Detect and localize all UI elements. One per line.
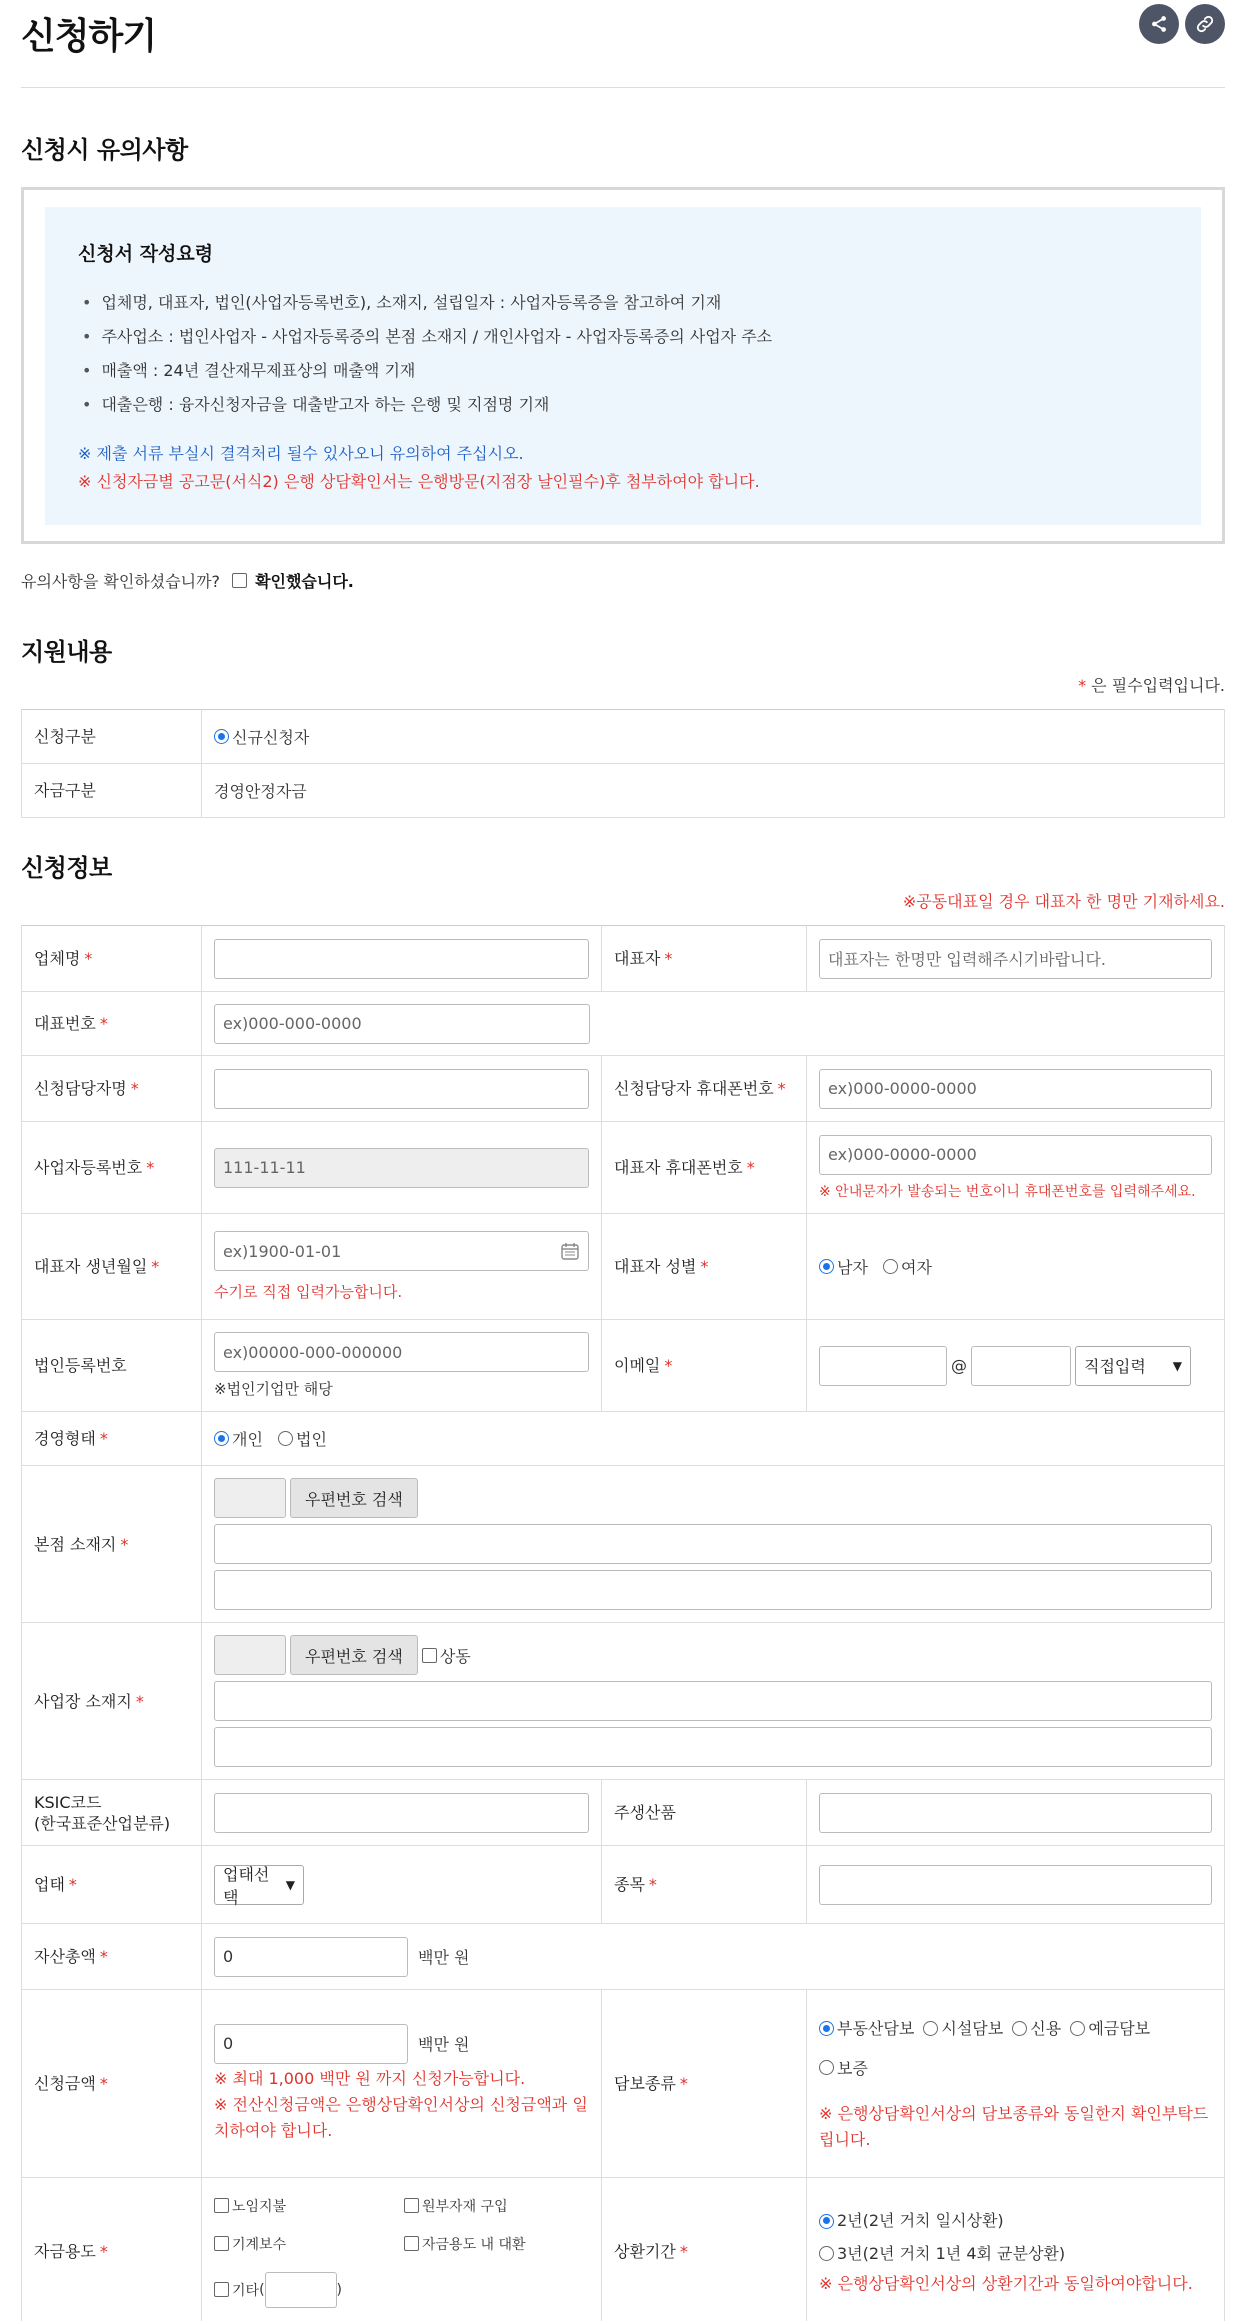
page-title: 신청하기 <box>21 16 157 57</box>
industry-select[interactable]: 업태선택 ▼ <box>214 1865 304 1905</box>
notice-box <box>21 187 1225 544</box>
notice-title: 신청서 작성요령 <box>78 243 214 265</box>
email-id-input[interactable] <box>819 1346 947 1386</box>
chevron-down-icon: ▼ <box>285 1877 295 1892</box>
same-address-checkbox[interactable]: 상동 <box>422 1644 471 1667</box>
apply-amount-note-max: ※ 최대 1,000 백만 원 까지 신청가능합니다. <box>214 2068 526 2088</box>
header-actions <box>1139 4 1225 44</box>
total-assets-unit: 백만 원 <box>418 1948 470 1967</box>
notice-content <box>45 207 1201 525</box>
collateral-real-estate-radio[interactable]: 부동산담보 <box>819 2014 914 2044</box>
manager-mobile-input[interactable]: ex)000-0000-0000 <box>819 1069 1212 1109</box>
table-row: 대표자 생년월일 * ex)1900-01-01 수기로 직접 입력가능합니다. 대표자 성별 * 남자 여자 <box>22 1214 1225 1320</box>
table-row <box>22 710 1225 764</box>
table-row: 법인등록번호 ex)00000-000-000000 ※법인기업만 해당 이메일 * @ 직접입력 ▼ <box>22 1320 1225 1412</box>
representative-input[interactable]: 대표자는 한명만 입력해주시기바랍니다. <box>819 939 1212 979</box>
notice-item: • 대출은행 : 융자신청자금을 대출받고자 하는 은행 및 지점명 기재 <box>78 388 1168 422</box>
total-assets-input[interactable]: 0 <box>214 1937 408 1977</box>
table-row <box>22 1780 1225 1846</box>
rep-mobile-input[interactable]: ex)000-0000-0000 <box>819 1135 1212 1175</box>
link-icon <box>1194 13 1216 35</box>
item-input[interactable] <box>819 1865 1212 1905</box>
repay-note: ※ 은행상담확인서상의 상환기간과 동일하여야합니다. <box>819 2274 1193 2293</box>
table-row: 신청금액 * 0 백만 원 ※ 최대 1,000 백만 원 까지 신청가능합니다. ※ 전산신청금액은 은행상담확인서상의 신청금액과 일치하여야 합니다. 담보종류 * 부동산담보 시설담보 신용 예금담보 보증 ※ 은행상담확인서상의 담보종류와 동일한지 확인부탁드립니다. <box>22 1990 1225 2178</box>
apply-amount-unit: 백만 원 <box>418 2035 470 2054</box>
table-row: 신청담당자명 * 신청담당자 휴대폰번호 * ex)000-0000-0000 <box>22 1056 1225 1122</box>
support-section-title: 지원내용 <box>21 638 112 666</box>
table-row: 경영형태 * 개인 법인 <box>22 1412 1225 1466</box>
ksic-label: KSIC코드 (한국표준산업분류) <box>22 1780 202 1846</box>
site-zip-search-button[interactable]: 우편번호 검색 <box>290 1635 418 1675</box>
table-row: 사업장 소재지 * 우편번호 검색 상동 <box>22 1623 1225 1780</box>
corp-no-label: 법인등록번호 <box>22 1320 202 1412</box>
apply-table <box>21 925 1225 2321</box>
hq-zip-search-button[interactable]: 우편번호 검색 <box>290 1478 418 1518</box>
notice-item: • 주사업소 : 법인사업자 - 사업자등록증의 본점 소재지 / 개인사업자 - 사업자등록증의 사업자 주소 <box>78 320 1168 354</box>
collateral-guarantee-radio[interactable]: 보증 <box>819 2056 868 2079</box>
biz-type-personal-radio[interactable]: 개인 <box>214 1427 263 1450</box>
apply-amount-input[interactable]: 0 <box>214 2024 408 2064</box>
table-row: 본점 소재지 * 우편번호 검색 <box>22 1466 1225 1623</box>
main-product-input[interactable] <box>819 1793 1212 1833</box>
email-domain-select[interactable]: 직접입력 ▼ <box>1075 1346 1191 1386</box>
confirm-row <box>21 569 1225 592</box>
fund-type-value: 경영안정자금 <box>202 764 1225 818</box>
site-address-input[interactable] <box>214 1681 1212 1721</box>
co-rep-note: ※공동대표일 경우 대표자 한 명만 기재하세요. <box>902 892 1225 911</box>
apply-type-label: 신청구분 <box>22 710 202 764</box>
rep-mobile-note: ※ 안내문자가 발송되는 번호이니 휴대폰번호를 입력해주세요. <box>819 1183 1196 1200</box>
collateral-credit-radio[interactable]: 신용 <box>1012 2014 1061 2044</box>
notice-list <box>78 286 1168 422</box>
support-table <box>21 709 1225 818</box>
table-row: 사업자등록번호 * 111-11-11 대표자 휴대폰번호 * ex)000-0000-0000 ※ 안내문자가 발송되는 번호이니 휴대폰번호를 입력해주세요. <box>22 1122 1225 1214</box>
table-row: 업태 * 업태선택 ▼ 종목 * <box>22 1846 1225 1924</box>
confirm-checkbox[interactable] <box>232 573 247 588</box>
gender-male-radio[interactable]: 남자 <box>819 1255 868 1278</box>
table-row: 자산총액 * 0 백만 원 <box>22 1924 1225 1990</box>
confirm-question: 유의사항을 확인하셨습니까? <box>21 572 221 591</box>
main-product-label: 주생산품 <box>602 1780 807 1846</box>
fund-use-other-checkbox[interactable]: 기타 ( ) <box>214 2272 404 2308</box>
copy-link-button[interactable] <box>1185 4 1225 44</box>
calendar-icon[interactable] <box>560 1241 580 1261</box>
repay-2y-radio[interactable]: 2년(2년 거치 일시상환) <box>819 2206 1004 2236</box>
site-address-detail-input[interactable] <box>214 1727 1212 1767</box>
biz-no-input[interactable]: 111-11-11 <box>214 1148 589 1188</box>
collateral-deposit-radio[interactable]: 예금담보 <box>1070 2014 1150 2044</box>
confirm-label[interactable]: 확인했습니다. <box>255 572 354 591</box>
rep-birth-input[interactable]: ex)1900-01-01 <box>214 1231 589 1271</box>
gender-female-radio[interactable]: 여자 <box>883 1255 932 1278</box>
ksic-input[interactable] <box>214 1793 589 1833</box>
hq-address-detail-input[interactable] <box>214 1570 1212 1610</box>
corp-no-note: ※법인기업만 해당 <box>214 1380 333 1398</box>
fund-use-machine-checkbox[interactable]: 기계보수 <box>214 2234 404 2254</box>
collateral-note: ※ 은행상담확인서상의 담보종류와 동일한지 확인부탁드립니다. <box>819 2104 1209 2150</box>
main-phone-input[interactable]: ex)000-000-0000 <box>214 1004 590 1044</box>
hq-address-input[interactable] <box>214 1524 1212 1564</box>
table-row: 자금용도 * 노임지불 원부자재 구입 기계보수 자금용도 내 대환 기타 ( ) 상환기간 * 2년(2년 거치 일시상환) 3년(2년 거치 1년 4회 균분상환) ※ 은행상담확인서상의 상환기간과 동일하여야합니다. <box>22 2178 1225 2321</box>
email-domain-input[interactable] <box>971 1346 1071 1386</box>
required-note: * 은 필수입력입니다. <box>1078 676 1225 695</box>
notice-red-warning: ※ 신청자금별 공고문(서식2) 은행 상담확인서는 은행방문(지점장 날인필수)후 첨부하여야 합니다. <box>78 472 760 491</box>
company-name-input[interactable] <box>214 939 589 979</box>
share-icon <box>1148 13 1170 35</box>
table-row: 대표번호 * ex)000-000-0000 <box>22 992 1225 1056</box>
notice-item: • 업체명, 대표자, 법인(사업자등록번호), 소재지, 설립일자 : 사업자등록증을 참고하여 기재 <box>78 286 1168 320</box>
rep-birth-note: 수기로 직접 입력가능합니다. <box>214 1283 403 1301</box>
site-zip-input[interactable] <box>214 1635 286 1675</box>
email-at: @ <box>951 1356 967 1375</box>
notice-item: • 매출액 : 24년 결산재무제표상의 매출액 기재 <box>78 354 1168 388</box>
fund-use-other-input[interactable] <box>265 2272 337 2308</box>
corp-no-input[interactable]: ex)00000-000-000000 <box>214 1332 589 1372</box>
fund-use-labor-checkbox[interactable]: 노임지불 <box>214 2196 404 2216</box>
table-row <box>22 764 1225 818</box>
fund-type-label: 자금구분 <box>22 764 202 818</box>
chevron-down-icon: ▼ <box>1172 1358 1182 1373</box>
hq-zip-input[interactable] <box>214 1478 286 1518</box>
collateral-facility-radio[interactable]: 시설담보 <box>923 2014 1003 2044</box>
apply-type-radio-new[interactable]: 신규신청자 <box>214 725 309 748</box>
apply-amount-note-match: ※ 전산신청금액은 은행상담확인서상의 신청금액과 일치하여야 합니다. <box>214 2094 588 2140</box>
biz-type-corp-radio[interactable]: 법인 <box>278 1427 327 1450</box>
notice-blue-warning: ※ 제출 서류 부실시 결격처리 될수 있사오니 유의하여 주십시오. <box>78 444 524 463</box>
page-header <box>21 0 1225 88</box>
table-row: 업체명 * 대표자 * 대표자는 한명만 입력해주시기바랍니다. <box>22 926 1225 992</box>
manager-name-input[interactable] <box>214 1069 589 1109</box>
fund-use-refinance-checkbox[interactable]: 자금용도 내 대환 <box>404 2234 589 2254</box>
repay-3y-radio[interactable]: 3년(2년 거치 1년 4회 균분상환) <box>819 2239 1065 2269</box>
share-button[interactable] <box>1139 4 1179 44</box>
notice-section-title: 신청시 유의사항 <box>21 136 188 164</box>
apply-section-title: 신청정보 <box>21 854 112 882</box>
fund-use-material-checkbox[interactable]: 원부자재 구입 <box>404 2196 589 2216</box>
